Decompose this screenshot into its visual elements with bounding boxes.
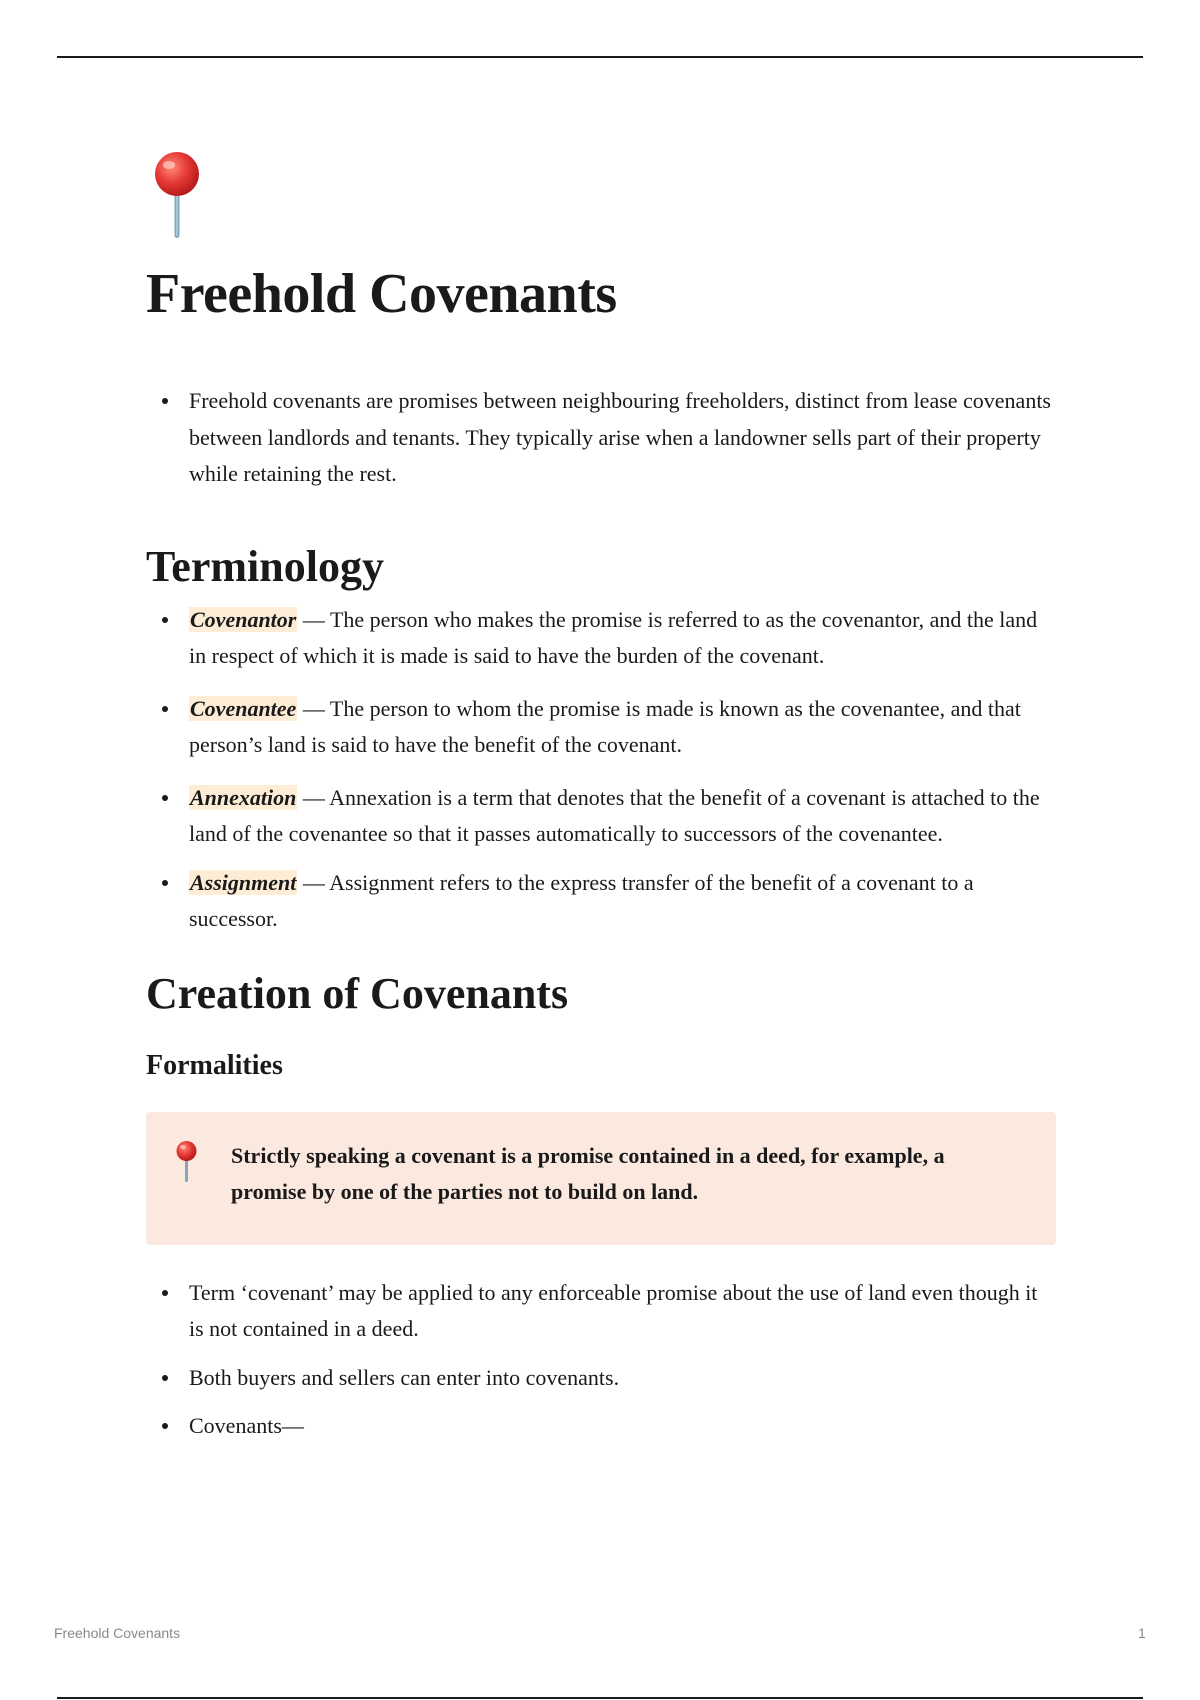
top-rule — [57, 56, 1143, 58]
formalities-heading: Formalities — [146, 1049, 283, 1081]
list-item — [146, 602, 1056, 675]
terminology-list — [146, 602, 1056, 938]
callout-box — [146, 1112, 1056, 1245]
bottom-rule — [57, 1697, 1143, 1699]
page-number: 1 — [1138, 1625, 1146, 1641]
list-item: Term ‘covenant’ may be applied to any enforceable promise about the use of land even though it is not contained in a deed. — [146, 1275, 1056, 1348]
term-definition: — The person to whom the promise is made is known as the covenantee, and that person’s land is said to have the benefit of the covenant. — [189, 695, 1021, 757]
list-item: Freehold covenants are promises between neighbouring freeholders, distinct from lease covenants between landlords and tenants. They typically arise when a landowner sells part of their property while retaining the rest. — [146, 383, 1056, 493]
term-covenantor: Covenantor — [190, 606, 297, 632]
page-title: Freehold Covenants — [146, 263, 617, 325]
term-assignment: Assignment — [190, 869, 297, 895]
callout-text: Strictly speaking a covenant is a promise contained in a deed, for example, a promise by one of the parties not to build on land. — [231, 1142, 945, 1204]
term-covenantee: Covenantee — [190, 695, 297, 721]
pushpin-icon — [150, 150, 230, 250]
term-definition: — The person who makes the promise is referred to as the covenantor, and the land in respect of which it is made is said to have the burden of the covenant. — [189, 606, 1038, 668]
term-definition: — Assignment refers to the express transfer of the benefit of a covenant to a successor. — [189, 869, 974, 931]
list-item — [146, 691, 1056, 764]
list-item — [146, 780, 1056, 853]
terminology-heading: Terminology — [146, 541, 384, 591]
list-item: Covenants— — [146, 1408, 1056, 1445]
footer-title: Freehold Covenants — [54, 1625, 181, 1641]
creation-heading: Creation of Covenants — [146, 968, 569, 1018]
creation-list — [146, 1275, 1056, 1445]
list-item — [146, 865, 1056, 938]
page-content — [146, 255, 1056, 1445]
term-annexation: Annexation — [190, 784, 297, 810]
intro-list — [146, 383, 1056, 493]
list-item: Both buyers and sellers can enter into covenants. — [146, 1360, 1056, 1397]
term-definition: — Annexation is a term that denotes that the benefit of a covenant is attached to the land of the covenantee so that it passes automatically to successors of the covenantee. — [189, 784, 1040, 846]
pushpin-icon — [174, 1140, 210, 1184]
